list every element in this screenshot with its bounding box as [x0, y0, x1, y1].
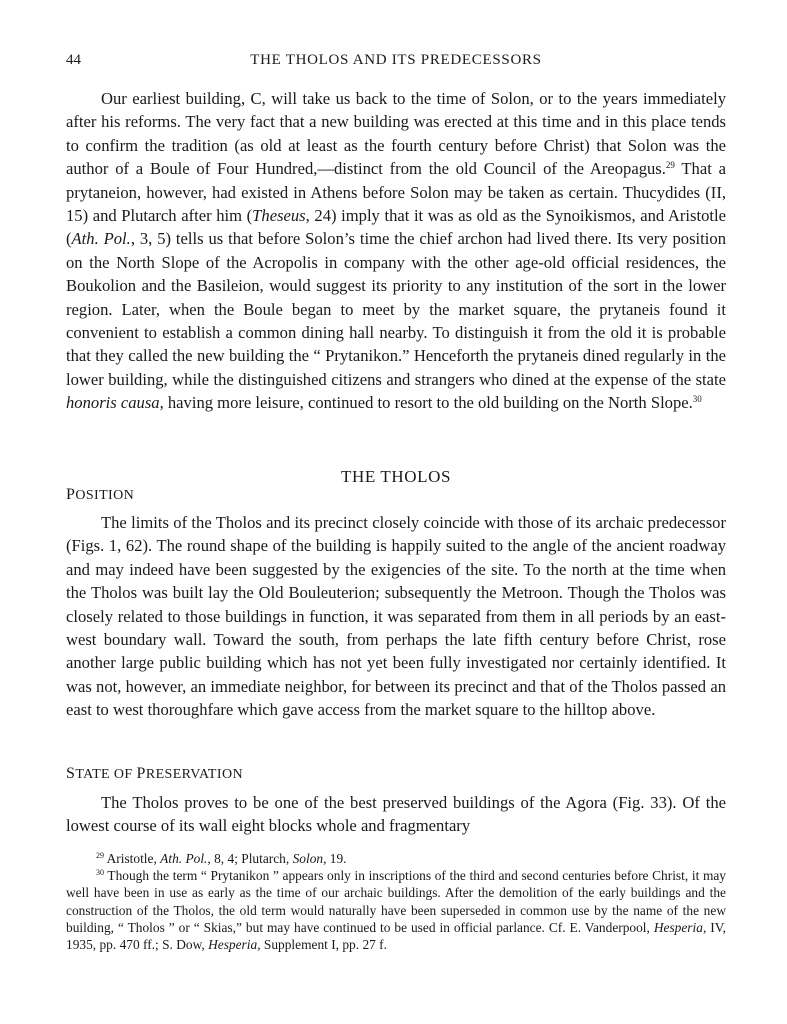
text-run: , IV, 1935, pp. 470 ff.; S. Dow,: [66, 919, 726, 953]
small-caps-rest: TATE OF: [75, 767, 137, 782]
italic-title: Solon: [292, 851, 324, 866]
text-run: , having more leisure, continued to resort to the old building on the North Slope.: [159, 393, 693, 413]
text-run: , 24) imply that it was as old as the Synoikismos, and Aristotle (: [66, 206, 726, 249]
italic-title: Ath. Pol.: [160, 851, 208, 866]
paragraph-state-of-preservation: The Tholos proves to be one of the best preserved buildings of the Agora (Fig. 33). Of the lowest course of its wall eight blocks whole and fragmentary: [66, 793, 726, 836]
text-run: Our earliest building, C, will take us back to the time of Solon, or to the years immediately after his reforms. The very fact that a new building was erected at this time and in this place tends to confirm the tradition (as old at least as the fourth century before Christ) that Solon was the author of a Boule of Four Hundred,—distinct from the old Council of the Areopagus.: [66, 89, 726, 179]
section-title: THE THOLOS: [340, 467, 452, 486]
footnote-ref-30: 30: [692, 394, 702, 405]
footnotes: [66, 850, 726, 953]
italic-phrase: honoris causa: [66, 393, 160, 413]
subheading-state-of-preservation: [66, 765, 243, 783]
paragraph-position: The limits of the Tholos and its precinct closely coincide with those of its archaic predecessor (Figs. 1, 62). The round shape of the building is happily suited to the angle of the ancient roadway and may indeed have been suggested by the exigencies of the site. To the north at the time when the Tholos was built lay the Old Bouleuterion; subsequently the Metroon. Though the Tholos was closely related to those buildings in function, it was separated from them in all periods by an east-west boundary wall. Toward the south, from perhaps the late fifth century before Christ, rose another large public building which has not yet been fully investigated nor certainly identified. It was not, however, an immediate neighbor, for between its precinct and that of the Tholos passed an east to west thoroughfare which gave access from the market square to the hilltop above.: [66, 513, 726, 720]
italic-title: Ath. Pol.: [71, 229, 131, 249]
text-run: , 19.: [323, 851, 347, 866]
small-caps-rest: RESERVATION: [145, 767, 243, 782]
text-run: Aristotle,: [104, 851, 161, 866]
running-head: [66, 52, 726, 72]
footnote-number: 30: [96, 868, 104, 878]
footnote-ref-29: 29: [665, 160, 675, 171]
italic-title: Hesperia: [208, 937, 258, 953]
paragraph-earliest-building: [66, 87, 726, 415]
text-run: , 3, 5) tells us that before Solon’s time the chief archon had lived there. Its very position on the North Slope of the Acropolis in company with the other age-old official residences, the Boukolion and the Basileion, would suggest its priority to any institution of the sort in the lower region. Later, when the Boule began to meet by the market square, the prytaneis found it convenient to establish a common dining hall nearby. To distinguish it from the old it is probable that they called the new building the “ Prytanikon.” Henceforth the prytaneis dined regularly in the lower building, while the distinguished citizens and strangers who dined at the expense of the state: [66, 229, 726, 389]
italic-title: Theseus: [252, 206, 306, 226]
footnote-30: [66, 867, 726, 953]
text-run: , 8, 4; Plutarch,: [207, 851, 293, 866]
subheading-position: [66, 486, 134, 504]
text-run: , Supplement I, pp. 27 f.: [257, 937, 387, 953]
small-caps-initial: S: [66, 765, 76, 782]
text-run: Though the term “ Prytanikon ” appears only in inscriptions of the third and second centuries before Christ, it may well have been in use as early as the time of our archaic buildings. After the demolition of the early buildings and the construction of the Tholos, the old term would naturally have been superseded in common use by the name of the new building, “ Tholos ” or “ Skias,” but may have continued to be used in official parlance. Cf. E. Vanderpool,: [66, 868, 726, 935]
page-number: 44: [66, 52, 81, 68]
footnote-29: [66, 850, 726, 867]
small-caps-initial: P: [136, 765, 146, 782]
small-caps-rest: OSITION: [75, 488, 135, 503]
footnote-number: 29: [96, 851, 104, 860]
running-title: THE THOLOS AND ITS PREDECESSORS: [250, 52, 542, 68]
italic-title: Hesperia: [653, 919, 703, 935]
small-caps-initial: P: [66, 486, 76, 503]
text-run: That a prytaneion, however, had existed in Athens before Solon may be taken as certain. Thucydides (II, 15) and Plutarch after him (: [66, 159, 726, 226]
